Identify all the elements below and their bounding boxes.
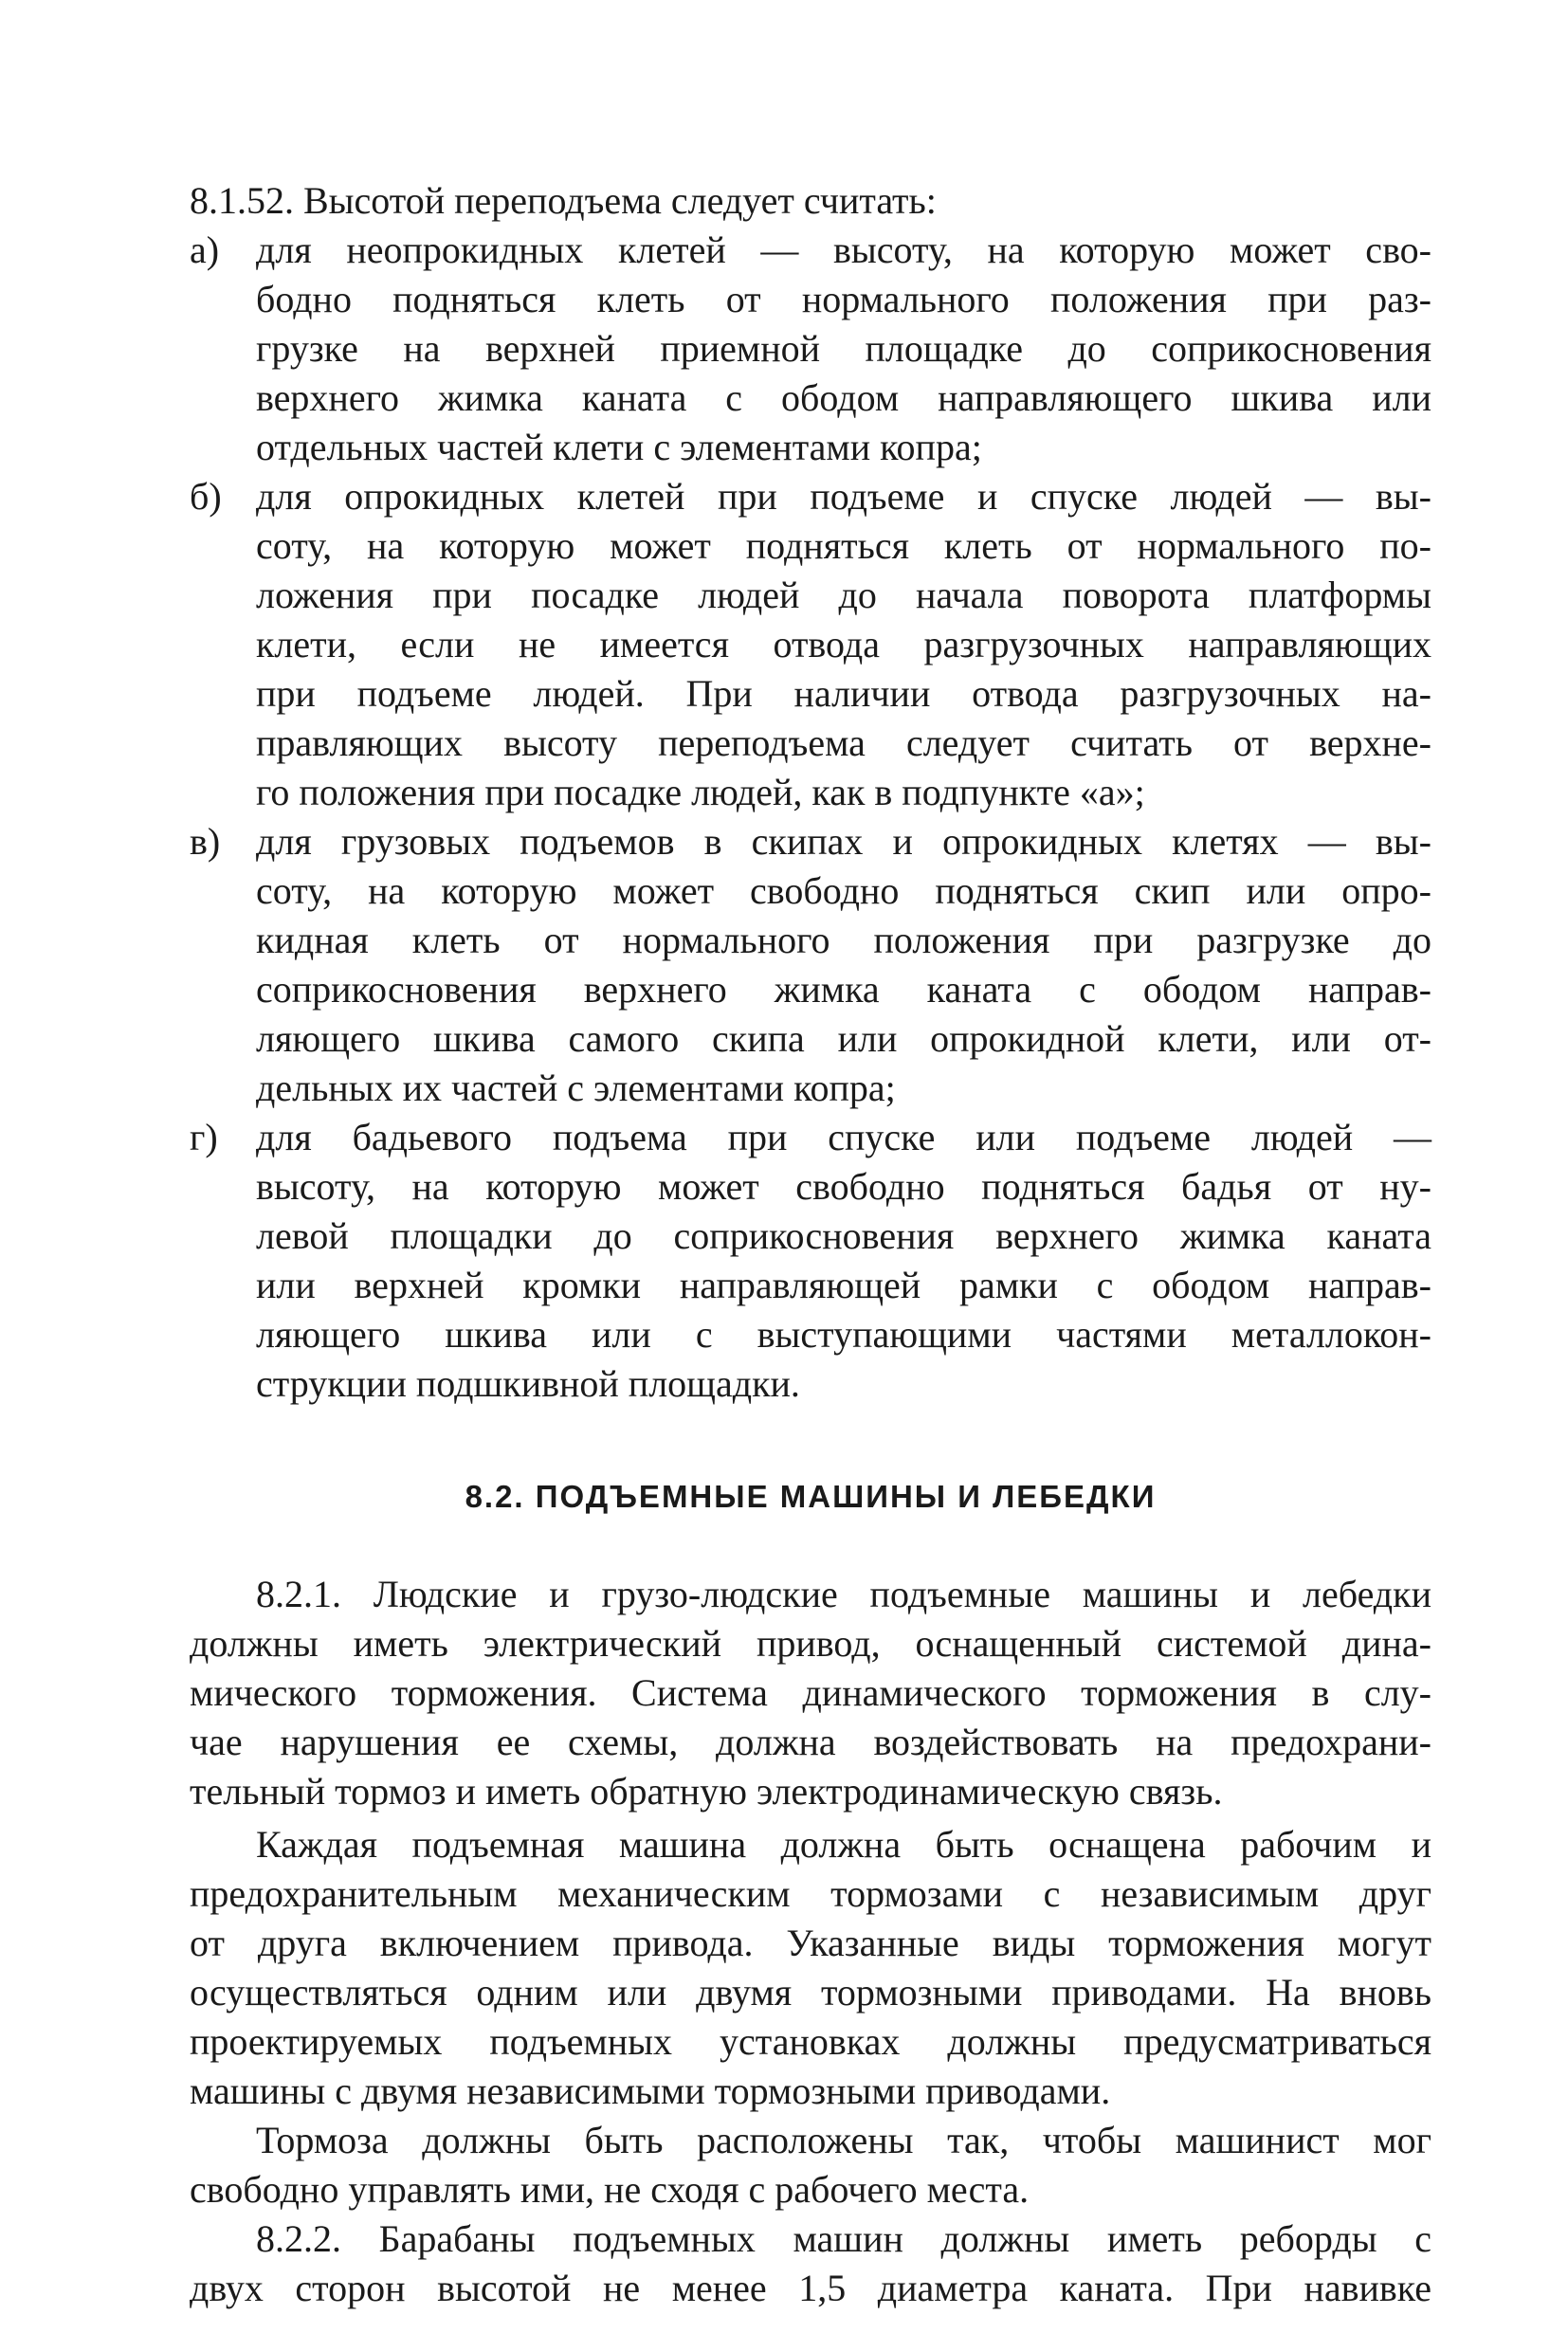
text-line: грузке на верхней приемной площадке до соприкосновения: [256, 327, 1431, 370]
text-line: кидная клеть от нормального положения при разгрузке до: [256, 919, 1431, 961]
text-line: отдельных частей клети с элементами копра;: [256, 426, 982, 468]
text-line: для бадьевого подъема при спуске или подъеме людей —: [256, 1116, 1431, 1158]
text-line: левой площадки до соприкосновения верхнего жимка каната: [256, 1214, 1431, 1257]
text-line: [190, 2214, 1431, 2264]
section-8-1-52-intro: [190, 176, 1431, 226]
text-line: [190, 1820, 1431, 1869]
text-line: соприкосновения верхнего жимка каната с ободом направ-: [256, 968, 1431, 1011]
text-line: [190, 2116, 1431, 2165]
text-line: от друга включением привода. Указанные виды торможения могут: [190, 1922, 1431, 1964]
text-line: или верхней кромки направляющей рамки с ободом направ-: [256, 1264, 1431, 1306]
text-line: правляющих высоту переподъема следует считать от верхне-: [256, 721, 1431, 764]
text-line: чае нарушения ее схемы, должна воздействовать на предохрани-: [190, 1721, 1431, 1763]
list-item-body: [256, 472, 1431, 817]
text-line: ложения при посадке людей до начала поворота платформы: [256, 574, 1431, 616]
paragraph-8-2-1: [190, 1570, 1431, 1816]
text-line-content: 8.2.1. Людские и грузо-людские подъемные машины и лебедки: [256, 1573, 1431, 1615]
text-line: соту, на которую может подняться клеть от нормального по-: [256, 524, 1431, 567]
paragraph-brake-location: [190, 2116, 1431, 2214]
text-line: тельный тормоз и иметь обратную электродинамическую связь.: [190, 1770, 1223, 1813]
text-line: должны иметь электрический привод, оснащенный системой дина-: [190, 1622, 1431, 1665]
text-line: [190, 1570, 1431, 1619]
list-item-body: [256, 817, 1431, 1113]
text-line: для неопрокидных клетей — высоту, на которую может сво-: [256, 228, 1431, 271]
text-line: свободно управлять ими, не сходя с рабочего места.: [190, 2168, 1030, 2211]
paragraph-8-2-2: [190, 2214, 1431, 2313]
text-line: ляющего шкива самого скипа или опрокидной клети, или от-: [256, 1017, 1431, 1060]
text-line: проектируемых подъемных установках должны предусматриваться: [190, 2020, 1431, 2063]
text-line: мического торможения. Система динамического торможения в слу-: [190, 1671, 1431, 1714]
list-item-body: [256, 226, 1431, 472]
text-line-content: Каждая подъемная машина должна быть оснащена рабочим и: [256, 1823, 1431, 1866]
text-line: для опрокидных клетей при подъеме и спуске людей — вы-: [256, 475, 1431, 518]
list-marker: а): [190, 228, 220, 271]
text-line: соту, на которую может свободно подняться скип или опро-: [256, 869, 1431, 912]
text-line: осуществляться одним или двумя тормозными приводами. На вновь: [190, 1971, 1431, 2014]
list-item-body: [256, 1113, 1431, 1409]
paragraph-brakes: [190, 1820, 1431, 2116]
text-line: машины с двумя независимыми тормозными приводами.: [190, 2069, 1111, 2112]
text-line: при подъеме людей. При наличии отвода разгрузочных на-: [256, 672, 1431, 715]
text-line-content: Тормоза должны быть расположены так, чтобы машинист мог: [256, 2119, 1431, 2161]
text-line-content: 8.2.2. Барабаны подъемных машин должны иметь реборды с: [256, 2217, 1431, 2260]
text-line: бодно подняться клеть от нормального положения при раз-: [256, 278, 1431, 320]
list-marker: б): [190, 475, 222, 518]
text-line: верхнего жимка каната с ободом направляющего шкива или: [256, 376, 1431, 419]
section-heading: 8.2. ПОДЪЕМНЫЕ МАШИНЫ И ЛЕБЕДКИ: [465, 1479, 1157, 1514]
text-line: го положения при посадке людей, как в подпункте «а»;: [256, 771, 1145, 813]
text-line: дельных их частей с элементами копра;: [256, 1066, 896, 1109]
list-marker: г): [190, 1116, 218, 1158]
text-line: высоту, на которую может свободно подняться бадья от ну-: [256, 1165, 1431, 1208]
text-line: для грузовых подъемов в скипах и опрокидных клетях — вы-: [256, 820, 1431, 863]
text-line: предохранительным механическим тормозами с независимым друг: [190, 1872, 1431, 1915]
text-line: 8.1.52. Высотой переподъема следует считать:: [190, 179, 937, 222]
text-line: струкции подшкивной площадки.: [256, 1362, 800, 1405]
text-line: ляющего шкива или с выступающими частями металлокон-: [256, 1313, 1431, 1356]
text-line: клети, если не имеется отвода разгрузочных направляющих: [256, 623, 1431, 665]
text-line: двух сторон высотой не менее 1,5 диаметра каната. При навивке: [190, 2267, 1431, 2309]
list-marker: в): [190, 820, 221, 863]
